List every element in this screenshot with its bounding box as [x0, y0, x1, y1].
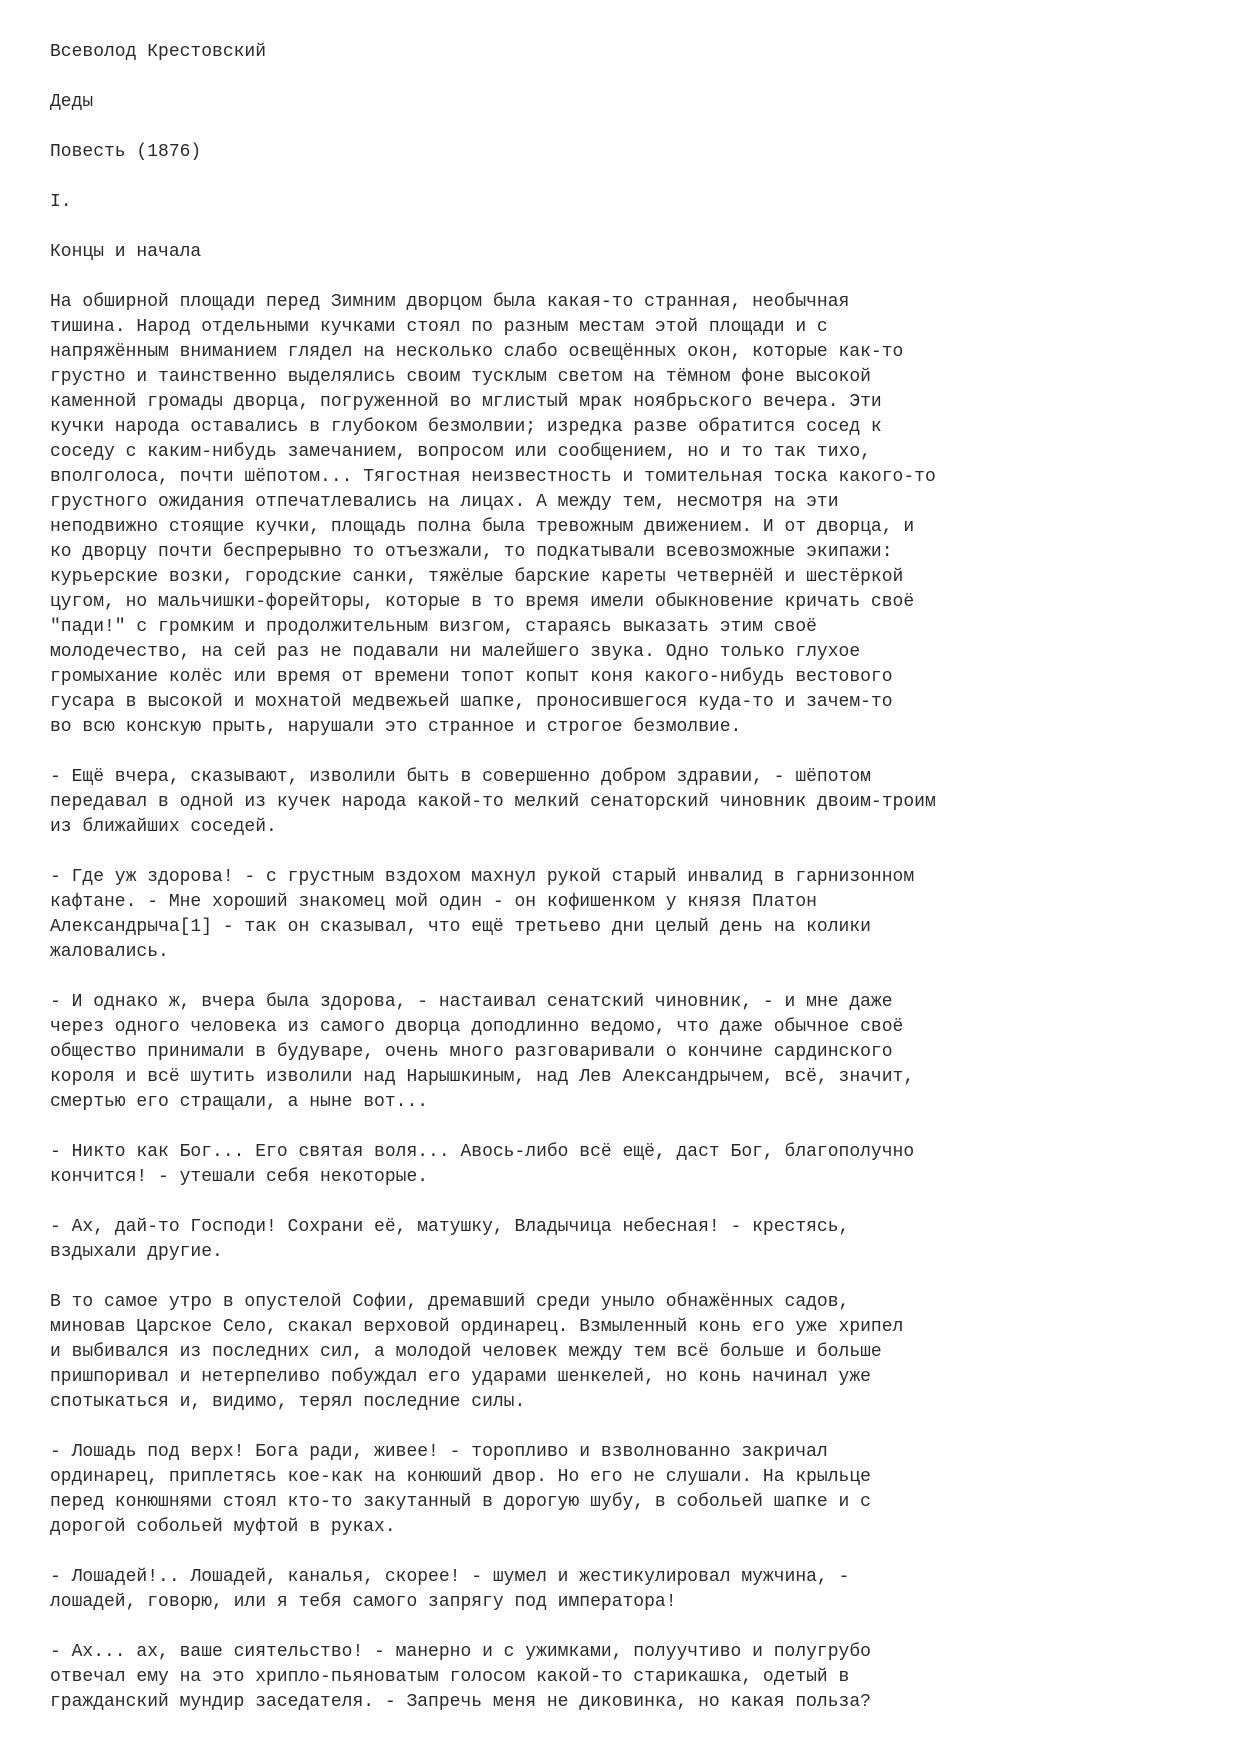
book-title: Деды — [50, 92, 94, 112]
paragraph: - Где уж здорова! - с грустным вздохом махнул рукой старый инвалид в гарнизонном кафтане. - Мне хороший знакомец мой один - он кофишенком у князя Платон Александрыча[1] - так он сказывал, что ещё третьево дни целый день на колики жаловались. — [50, 867, 915, 962]
paragraph: В то самое утро в опустелой Софии, дремавший среди уныло обнажённых садов, миновав Царское Село, скакал верховой ординарец. Взмыленный конь его уже хрипел и выбивался из последних сил, а молодой человек между тем всё больше и больше пришпоривал и нетерпеливо побуждал его ударами шенкелей, но конь начинал уже спотыкаться и, видимо, терял последние силы. — [50, 1292, 904, 1412]
paragraph: - Лошадей!.. Лошадей, каналья, скорее! - шумел и жестикулировал мужчина, - лошадей, говорю, или я тебя самого запрягу под императора! — [50, 1567, 850, 1612]
chapter-number: I. — [50, 192, 72, 212]
paragraph: - Ах... ах, ваше сиятельство! - манерно и с ужимками, полуучтиво и полугрубо отвечал ему на это хрипло-пьяноватым голосом какой-то старикашка, одетый в гражданский мундир заседателя. - Запречь меня не диковинка, но какая польза? — [50, 1642, 871, 1712]
paragraph: - Ах, дай-то Господи! Сохрани её, матушку, Владычица небесная! - крестясь, вздыхали другие. — [50, 1217, 850, 1262]
book-subtitle: Повесть (1876) — [50, 142, 202, 162]
chapter-title: Концы и начала — [50, 242, 202, 262]
paragraph: - Лошадь под верх! Бога ради, живее! - торопливо и взволнованно закричал ординарец, приплетясь кое-как на конюший двор. Но его не слушали. На крыльце перед конюшнями стоял кто-то закутанный в дорогую шубу, в собольей шапке и с дорогой собольей муфтой в руках. — [50, 1442, 871, 1537]
paragraph: На обширной площади перед Зимним дворцом была какая-то странная, необычная тишина. Народ отдельными кучками стоял по разным местам этой площади и с напряжённым вниманием глядел на несколько слабо освещённых окон, которые как-то грустно и таинственно выделялись своим тусклым светом на тёмном фоне высокой каменной громады дворца, погруженной во мглистый мрак ноябрьского вечера. Эти кучки народа оставались в глубоком безмолвии; изредка разве обратится сосед к соседу с каким-нибудь замечанием, вопросом или сообщением, но и то так тихо, вполголоса, почти шёпотом... Тягостная неизвестность и томительная тоска какого-то грустного ожидания отпечатлевались на лицах. А между тем, несмотря на эти неподвижно стоящие кучки, площадь полна была тревожным движением. И от дворца, и ко дворцу почти беспрерывно то отъезжали, то подкатывали всевозможные экипажи: курьерские возки, городские санки, тяжёлые барские кареты четвернёй и шестёркой цугом, но мальчишки-форейторы, которые в то время имели обыкновение кричать своё "пади!" с громким и продолжительным визгом, стараясь выказать этим своё молодечество, на сей раз не подавали ни малейшего звука. Одно только глухое громыхание колёс или время от времени топот копыт коня какого-нибудь вестового гусара в высокой и мохнатой медвежьей шапке, проносившегося куда-то и зачем-то во всю конскую прыть, нарушали это странное и строгое безмолвие. — [50, 292, 936, 737]
paragraph: - И однако ж, вчера была здорова, - настаивал сенатский чиновник, - и мне даже через одного человека из самого дворца доподлинно ведомо, что даже обычное своё общество принимали в будуваре, очень много разговаривали о кончине сардинского короля и всё шутить изволили над Нарышкиным, над Лев Александрычем, всё, значит, смертью его стращали, а ныне вот... — [50, 992, 915, 1112]
paragraph: - Ещё вчера, сказывают, изволили быть в совершенно добром здравии, - шёпотом передавал в одной из кучек народа какой-то мелкий сенаторский чиновник двоим-троим из ближайших соседей. — [50, 767, 936, 837]
author-name: Всеволод Крестовский — [50, 42, 267, 62]
paragraph: - Никто как Бог... Его святая воля... Авось-либо всё ещё, даст Бог, благополучно кончится! - утешали себя некоторые. — [50, 1142, 915, 1187]
document-page — [50, 40, 1190, 1740]
